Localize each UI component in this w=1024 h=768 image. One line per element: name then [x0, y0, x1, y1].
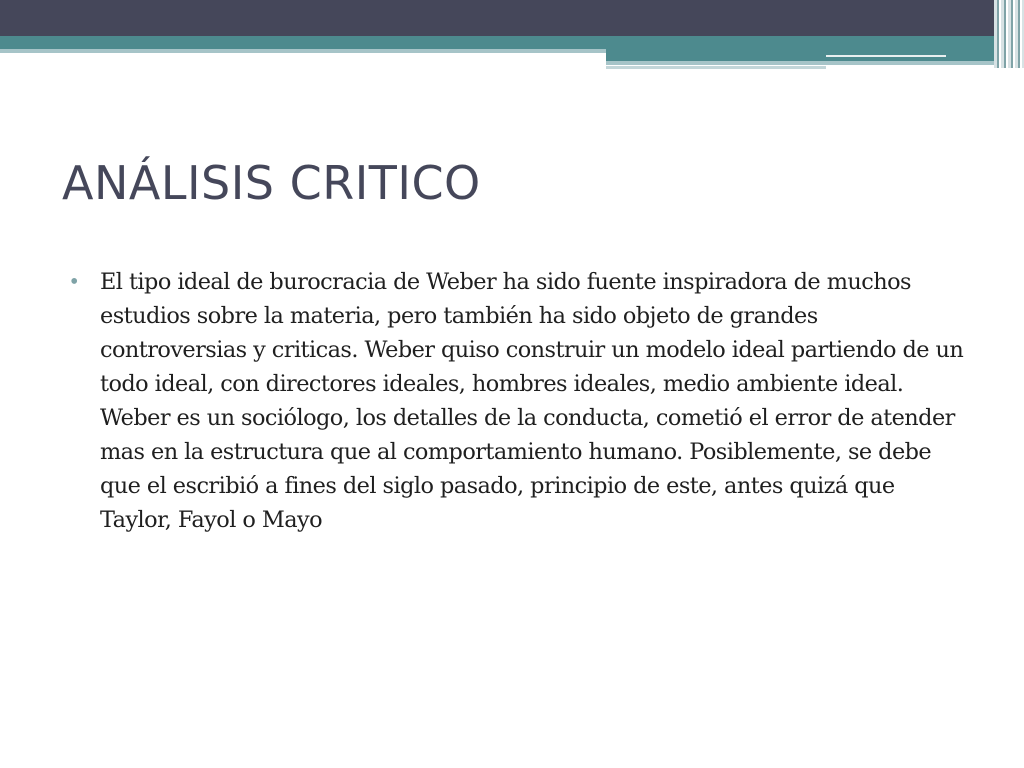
header-step-band	[606, 49, 1024, 61]
bullet-item	[70, 265, 970, 537]
header-light-line	[0, 49, 606, 53]
bullet-text: El tipo ideal de burocracia de Weber ha sido fuente inspiradora de muchos estudios sobre la materia, pero también ha sido objeto de grandes controversias y criticas. Weber quiso construir un modelo ideal partiendo de un todo ideal, con directores ideales, hombres ideales, medio ambiente ideal. Weber es un sociólogo, los detalles de la conducta, cometió el error de atender mas en la estructura que al comportamiento humano. Posiblemente, se debe que el escribió a fines del siglo pasado, principio de este, antes quizá que Taylor, Fayol o Mayo	[100, 269, 964, 533]
slide-body	[70, 265, 970, 537]
header-highlight-line	[826, 55, 946, 57]
header-dark-band	[0, 0, 1024, 36]
header-stripes-decoration	[994, 0, 1024, 68]
slide-title: ANÁLISIS CRITICO	[62, 156, 481, 210]
header-step-line-secondary	[606, 66, 826, 69]
header-teal-band	[0, 36, 1024, 49]
bullet-dot-icon: •	[70, 269, 79, 295]
header-step-line	[606, 61, 1000, 65]
